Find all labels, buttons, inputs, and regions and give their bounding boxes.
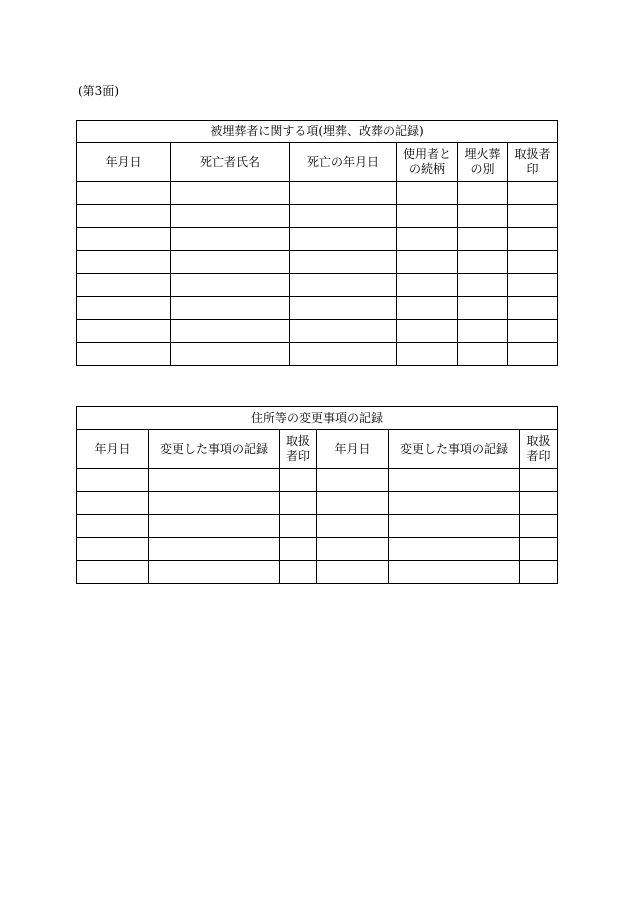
burial-table-cell[interactable] (397, 182, 458, 205)
address-table-cell[interactable] (77, 469, 149, 492)
address-table-cell[interactable] (77, 538, 149, 561)
address-table-cell[interactable] (389, 538, 520, 561)
burial-table-cell[interactable] (171, 182, 290, 205)
address-table-cell[interactable] (520, 515, 558, 538)
burial-header-handler-seal: 取扱者 印 (508, 143, 558, 182)
burial-table-cell[interactable] (397, 320, 458, 343)
address-table-cell[interactable] (520, 492, 558, 515)
burial-header-relationship: 使用者と の続柄 (397, 143, 458, 182)
burial-table-title: 被埋葬者に関する項(埋葬、改葬の記録) (77, 121, 558, 143)
address-header-handler-seal-left: 取扱 者印 (280, 430, 317, 469)
burial-table-cell[interactable] (397, 274, 458, 297)
burial-table-cell[interactable] (458, 274, 508, 297)
address-table-row (77, 561, 558, 584)
address-table-row (77, 469, 558, 492)
address-header-date-left: 年月日 (77, 430, 149, 469)
page-number-label: (第3面) (78, 84, 119, 98)
address-header-change-record-right: 変更した事項の記録 (389, 430, 520, 469)
burial-table-row (77, 343, 558, 366)
burial-table-cell[interactable] (508, 228, 558, 251)
burial-table-cell[interactable] (290, 297, 397, 320)
burial-table-cell[interactable] (77, 297, 171, 320)
address-table-cell[interactable] (77, 515, 149, 538)
burial-table-cell[interactable] (171, 251, 290, 274)
burial-table-cell[interactable] (77, 205, 171, 228)
address-table-cell[interactable] (520, 538, 558, 561)
burial-table-cell[interactable] (508, 182, 558, 205)
address-table-row (77, 538, 558, 561)
burial-table-cell[interactable] (77, 182, 171, 205)
burial-table-cell[interactable] (171, 228, 290, 251)
burial-header-burial-type: 埋火葬 の別 (458, 143, 508, 182)
burial-table-cell[interactable] (77, 343, 171, 366)
address-table-cell[interactable] (389, 469, 520, 492)
burial-table-cell[interactable] (290, 182, 397, 205)
burial-table-cell[interactable] (397, 205, 458, 228)
burial-table-cell[interactable] (77, 320, 171, 343)
burial-table-cell[interactable] (171, 205, 290, 228)
address-table-cell[interactable] (389, 561, 520, 584)
address-table-cell[interactable] (149, 515, 280, 538)
burial-table-row (77, 320, 558, 343)
burial-table-cell[interactable] (458, 251, 508, 274)
burial-table-row (77, 274, 558, 297)
address-table-cell[interactable] (389, 515, 520, 538)
address-table-cell[interactable] (149, 561, 280, 584)
burial-table-cell[interactable] (77, 228, 171, 251)
burial-header-death-date: 死亡の年月日 (290, 143, 397, 182)
address-header-change-record-left: 変更した事項の記録 (149, 430, 280, 469)
address-table-cell[interactable] (317, 538, 389, 561)
address-header-handler-seal-right: 取扱 者印 (520, 430, 558, 469)
burial-header-deceased-name: 死亡者氏名 (171, 143, 290, 182)
burial-table-cell[interactable] (171, 320, 290, 343)
burial-table-cell[interactable] (171, 297, 290, 320)
address-table-row (77, 515, 558, 538)
address-table-cell[interactable] (280, 561, 317, 584)
burial-table-row (77, 182, 558, 205)
address-table-cell[interactable] (317, 515, 389, 538)
burial-table-cell[interactable] (290, 251, 397, 274)
burial-header-date: 年月日 (77, 143, 171, 182)
address-table-cell[interactable] (149, 469, 280, 492)
address-table-cell[interactable] (280, 538, 317, 561)
burial-table-row (77, 205, 558, 228)
burial-table-cell[interactable] (290, 274, 397, 297)
address-header-date-right: 年月日 (317, 430, 389, 469)
burial-table-cell[interactable] (77, 274, 171, 297)
burial-table-cell[interactable] (508, 297, 558, 320)
burial-table-cell[interactable] (508, 274, 558, 297)
burial-table-cell[interactable] (458, 343, 508, 366)
burial-table-cell[interactable] (290, 343, 397, 366)
burial-table-cell[interactable] (508, 343, 558, 366)
burial-table-cell[interactable] (508, 205, 558, 228)
burial-table-row (77, 251, 558, 274)
burial-table-cell[interactable] (458, 205, 508, 228)
burial-table-cell[interactable] (397, 343, 458, 366)
address-table-cell[interactable] (149, 492, 280, 515)
burial-table-cell[interactable] (171, 343, 290, 366)
address-table-cell[interactable] (280, 515, 317, 538)
address-table-cell[interactable] (317, 469, 389, 492)
address-table-cell[interactable] (77, 561, 149, 584)
burial-table-cell[interactable] (397, 251, 458, 274)
burial-table-cell[interactable] (397, 297, 458, 320)
address-table-title: 住所等の変更事項の記録 (77, 407, 558, 430)
burial-table-row (77, 297, 558, 320)
address-change-table (76, 406, 558, 584)
burial-table-cell[interactable] (397, 228, 458, 251)
address-table-cell[interactable] (280, 469, 317, 492)
burial-table-cell[interactable] (171, 274, 290, 297)
address-table-cell[interactable] (520, 561, 558, 584)
address-table-cell[interactable] (317, 561, 389, 584)
address-table-cell[interactable] (149, 538, 280, 561)
burial-table-cell[interactable] (458, 228, 508, 251)
burial-table-cell[interactable] (290, 228, 397, 251)
burial-table-cell[interactable] (290, 205, 397, 228)
address-table-cell[interactable] (520, 469, 558, 492)
burial-table-cell[interactable] (77, 251, 171, 274)
burial-table-cell[interactable] (458, 320, 508, 343)
burial-table-cell[interactable] (458, 182, 508, 205)
burial-record-table (76, 120, 558, 366)
burial-table-cell[interactable] (458, 297, 508, 320)
address-table-cell[interactable] (317, 492, 389, 515)
burial-table-cell[interactable] (508, 320, 558, 343)
burial-table-cell[interactable] (290, 320, 397, 343)
burial-table-cell[interactable] (508, 251, 558, 274)
burial-table-row (77, 228, 558, 251)
address-table-cell[interactable] (280, 492, 317, 515)
address-table-row (77, 492, 558, 515)
address-table-cell[interactable] (389, 492, 520, 515)
address-table-cell[interactable] (77, 492, 149, 515)
